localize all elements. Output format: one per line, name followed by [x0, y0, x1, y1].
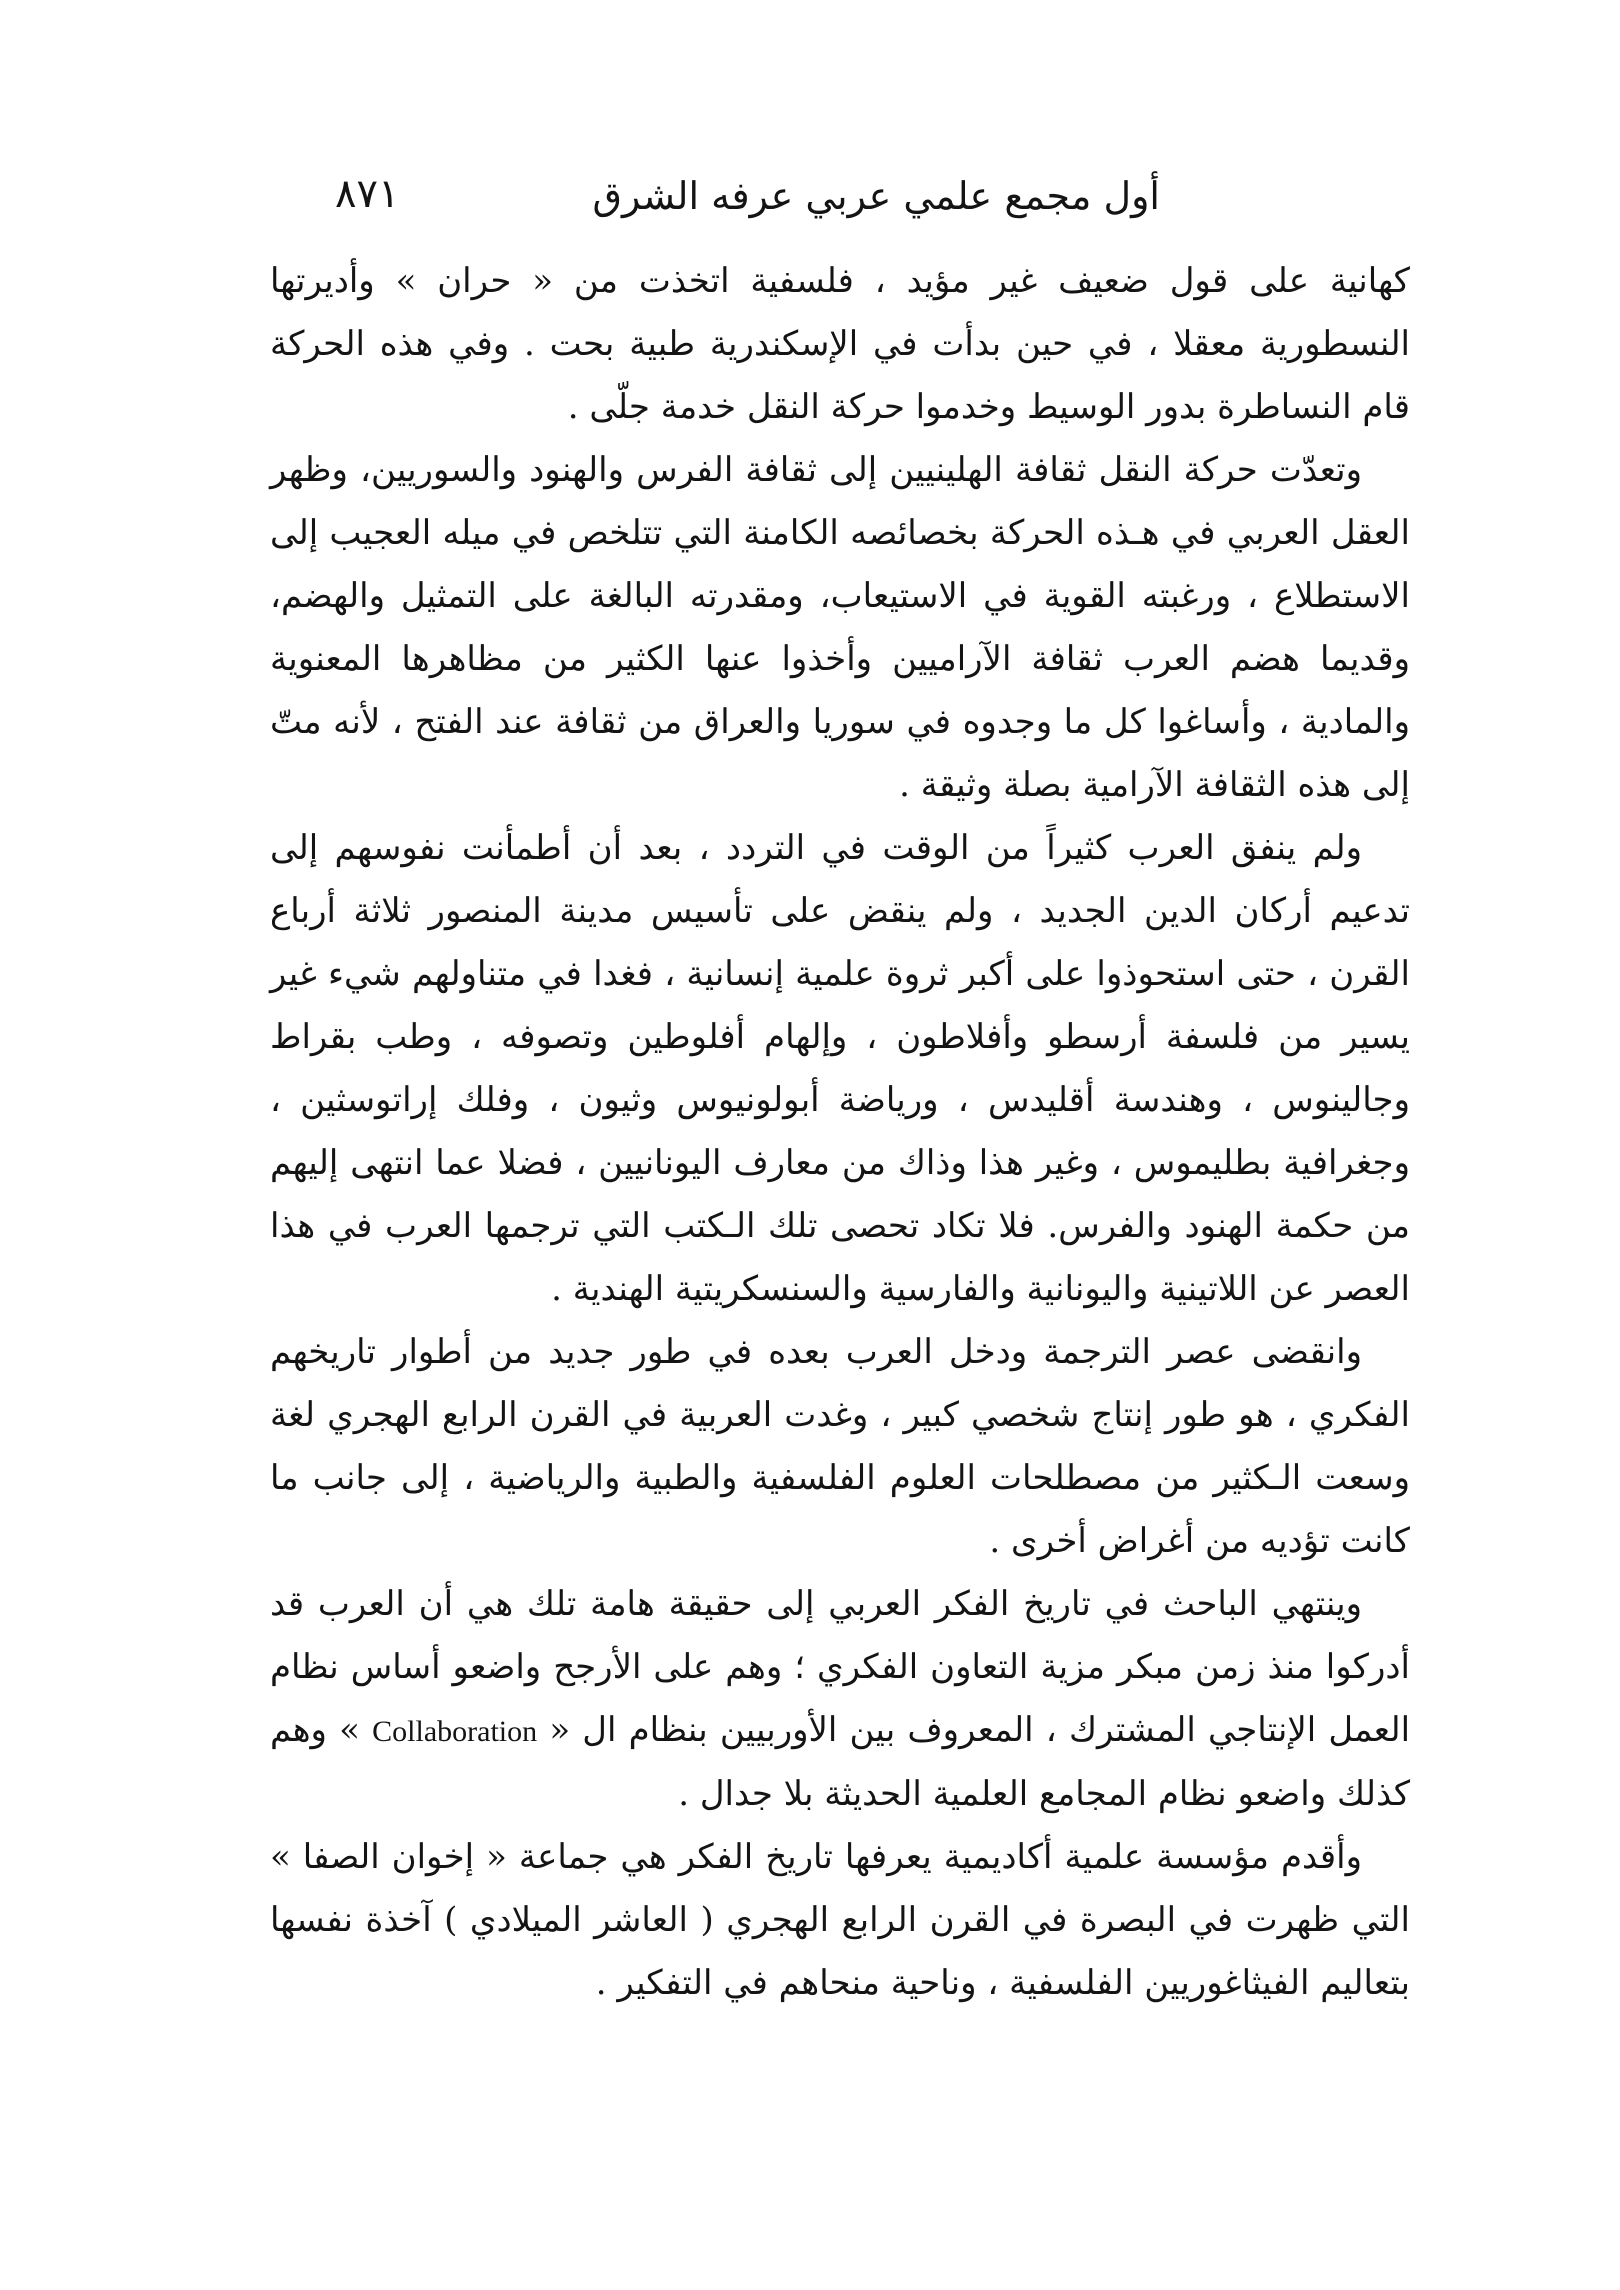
running-title: أول مجمع علمي عربي عرفه الشرق — [592, 174, 1160, 218]
paragraph-5 — [270, 1573, 1410, 1826]
paragraph-3: ولم ينفق العرب كثيراً من الوقت في التردد ، بعد أن أطمأنت نفوسهم إلى تدعيم أركان الدين الجديد ، ولم ينقض على تأسيس مدينة المنصور ثلاثة أرباع القرن ، حتى استحوذوا على أكبر ثروة علمية إنسانية ، فغدا في متناولهم شيء غير يسير من فلسفة أرسطو وأفلاطون ، وإلهام أفلوطين وتصوفه ، وطب بقراط وجالينوس ، وهندسة أقليدس ، ورياضة أبولونيوس وثيون ، وفلك إراتوسثين ، وجغرافية بطليموس ، وغير هذا وذاك من معارف اليونانيين ، فضلا عما انتهى إليهم من حكمة الهنود والفرس. فلا تكاد تحصى تلك الـكتب التي ترجمها العرب في هذا العصر عن اللاتينية واليونانية والفارسية والسنسكريتية الهندية . — [270, 828, 1410, 1309]
paragraph-6: وأقدم مؤسسة علمية أكاديمية يعرفها تاريخ الفكر هي جماعة « إخوان الصفا » التي ظهرت في البصرة في القرن الرابع الهجري ( العاشر الميلادي ) آخذة نفسها بتعاليم الفيثاغوريين الفلسفية ، وناحية منحاهم في التفكير . — [270, 1837, 1410, 2003]
collaboration-term: Collaboration — [372, 1715, 538, 1748]
paragraph-5-text-before: وينتهي الباحث في تاريخ الفكر العربي إلى حقيقة هامة تلك هي أن العرب قد أدركوا منذ زمن مبكر مزية التعاون الفكري ؛ وهم على الأرجح واضعو أساس نظام العمل الإنتاجي المشترك ، المعروف بين الأوربيين بنظام ال « — [270, 1584, 1411, 1750]
page-number: ٨٧١ — [335, 171, 400, 217]
paragraph-2: وتعدّت حركة النقل ثقافة الهلينيين إلى ثقافة الفرس والهنود والسوريين، وظهر العقل العربي في هـذه الحركة بخصائصه الكامنة التي تتلخص في ميله العجيب إلى الاستطلاع ، ورغبته القوية في الاستيعاب، ومقدرته البالغة على التمثيل والهضم، وقديما هضم العرب ثقافة الآراميين وأخذوا عنها الكثير من مظاهرها المعنوية والمادية ، وأساغوا كل ما وجدوه في سوريا والعراق من ثقافة عند الفتح ، لأنه متّ إلى هذه الثقافة الآرامية بصلة وثيقة . — [270, 450, 1410, 805]
paragraph-4: وانقضى عصر الترجمة ودخل العرب بعده في طور جديد من أطوار تاريخهم الفكري ، هو طور إنتاج شخصي كبير ، وغدت العربية في القرن الرابع الهجري لغة وسعت الـكثير من مصطلحات العلوم الفلسفية والطبية والرياضية ، إلى جانب ما كانت تؤديه من أغراض أخرى . — [270, 1332, 1410, 1561]
paragraph-1: كهانية على قول ضعيف غير مؤيد ، فلسفية اتخذت من « حران » وأديرتها النسطورية معقلا ، في حين بدأت في الإسكندرية طبية بحت . وفي هذه الحركة قام النساطرة بدور الوسيط وخدموا حركة النقل خدمة جلّى . — [270, 261, 1410, 427]
running-header — [270, 150, 1410, 230]
paragraph-5-text-after: » وهم كذلك واضعو نظام المجامع العلمية الحديثة بلا جدال . — [270, 1710, 1410, 1814]
body-text — [270, 250, 1410, 2015]
book-page — [270, 150, 1410, 2170]
